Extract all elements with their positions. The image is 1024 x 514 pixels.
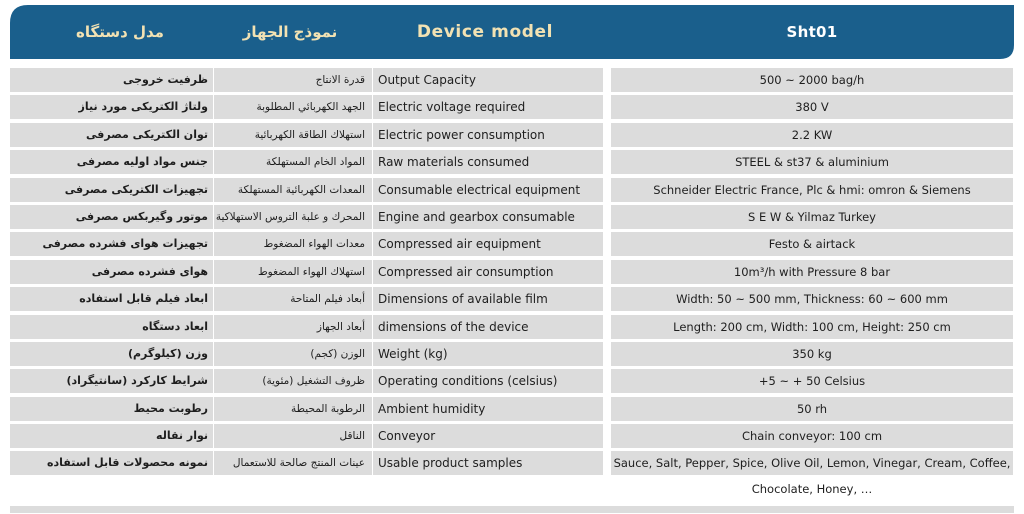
row-english-label: Weight (kg) (378, 346, 448, 361)
column-divider (213, 369, 214, 393)
column-divider (213, 68, 214, 92)
table-row (10, 287, 1014, 314)
row-value: Festo & airtack (768, 237, 856, 252)
row-value: 10m³/h with Pressure 8 bar (733, 264, 891, 279)
table-row (10, 178, 1014, 205)
row-label-panel (10, 123, 603, 147)
row-value: +5 ~ + 50 Celsius (758, 374, 866, 389)
row-label-panel (10, 342, 603, 366)
table-row (10, 424, 1014, 451)
row-persian-label: ظرفیت خروجی (122, 73, 208, 86)
row-value-panel (611, 342, 1013, 366)
row-arabic-label: استهلاك الهواء المضغوط (257, 265, 365, 278)
column-divider (372, 315, 373, 339)
row-persian-label: موتور وگیربکس مصرفی (75, 209, 208, 223)
row-label-panel (10, 205, 603, 229)
row-arabic-label: أبعاد فيلم المتاحة (290, 293, 365, 306)
row-value: Chain conveyor: 100 cm (741, 429, 883, 444)
header-english-label: Device model (416, 22, 554, 42)
column-divider (213, 205, 214, 229)
row-persian-label: ولتاژ الکتریکی مورد نیاز (78, 100, 208, 114)
row-value: Width: 50 ~ 500 mm, Thickness: 60 ~ 600 mm (676, 292, 948, 307)
row-value-panel (611, 232, 1013, 256)
column-divider (213, 342, 214, 366)
row-value-panel (611, 123, 1013, 147)
header-arabic-label: نموذج الجهاز (242, 23, 338, 41)
column-divider (372, 260, 373, 284)
row-label-panel (10, 232, 603, 256)
row-persian-label: جنس مواد اولیه مصرفی (76, 155, 208, 169)
column-divider (372, 205, 373, 229)
row-value-panel (611, 68, 1013, 92)
row-persian-label: تجهیزات الکتریکی مصرفی (64, 182, 208, 196)
table-row (10, 123, 1014, 150)
table-row (10, 342, 1014, 369)
row-value: 500 ~ 2000 bag/h (759, 73, 865, 87)
column-divider (372, 451, 373, 475)
row-label-panel (10, 178, 603, 202)
table-row (10, 260, 1014, 287)
column-divider (213, 451, 214, 475)
row-label-panel (10, 451, 603, 475)
table-row (10, 205, 1014, 232)
row-persian-label: شرایط کارکرد (سانتیگراد) (66, 374, 208, 388)
row-arabic-label: الجهد الكهربائي المطلوبة (256, 101, 365, 114)
column-divider (213, 424, 214, 448)
row-value: 50 rh (796, 401, 828, 416)
row-persian-label: تجهیزات هوای فشرده مصرفی (42, 237, 208, 251)
row-arabic-label: أبعاد الجهاز (316, 320, 365, 333)
column-divider (372, 369, 373, 393)
table-row (10, 451, 1014, 503)
table-row (10, 150, 1014, 177)
column-divider (213, 315, 214, 339)
row-value-panel (611, 260, 1013, 284)
row-value-panel (611, 451, 1013, 475)
row-label-panel (10, 260, 603, 284)
row-value-panel (611, 397, 1013, 421)
row-english-label: Output Capacity (378, 73, 476, 87)
column-divider (372, 95, 373, 119)
row-english-label: dimensions of the device (378, 319, 529, 334)
row-label-panel (10, 95, 603, 119)
row-label-panel (10, 424, 603, 448)
row-arabic-label: الوزن (كجم) (310, 347, 365, 360)
row-english-label: Compressed air consumption (378, 264, 554, 279)
header-persian-label: مدل دستگاه (76, 23, 164, 41)
row-value: Length: 200 cm, Width: 100 cm, Height: 250 cm (673, 319, 951, 334)
table-row (10, 232, 1014, 259)
row-arabic-label: المحرك و علبة التروس الاستهلاكية (215, 210, 365, 223)
row-persian-label: ابعاد فیلم قابل استفاده (79, 292, 208, 306)
row-value: Schneider Electric France, Plc & hmi: omron & Siemens (653, 182, 971, 197)
row-value-panel (611, 369, 1013, 393)
row-english-label: Operating conditions (celsius) (378, 374, 558, 389)
row-value-continuation: Chocolate, Honey, … (751, 482, 873, 497)
column-divider (213, 178, 214, 202)
table-row (10, 315, 1014, 342)
row-arabic-label: عينات المنتج صالحة للاستعمال (232, 457, 365, 470)
row-label-panel (10, 68, 603, 92)
column-divider (213, 150, 214, 174)
row-label-panel (10, 150, 603, 174)
table-row (10, 397, 1014, 424)
row-label-panel (10, 369, 603, 393)
column-divider (372, 287, 373, 311)
row-arabic-label: المواد الخام المستهلكة (266, 156, 365, 169)
column-divider (372, 123, 373, 147)
table-row (10, 68, 1014, 95)
row-persian-label: هوای فشرده مصرفی (91, 264, 208, 278)
row-label-panel (10, 397, 603, 421)
row-arabic-label: ظروف التشغيل (مئوية) (262, 375, 365, 388)
row-value-panel (611, 205, 1013, 229)
column-divider (213, 397, 214, 421)
row-value-panel (611, 178, 1013, 202)
row-english-label: Dimensions of available film (378, 292, 548, 307)
column-divider (213, 123, 214, 147)
row-value-panel (611, 315, 1013, 339)
row-arabic-label: المعدات الكهربائية المستهلكة (237, 183, 365, 196)
row-value-panel (611, 150, 1013, 174)
row-value: S E W & Yilmaz Turkey (748, 209, 876, 224)
column-divider (372, 150, 373, 174)
row-english-label: Ambient humidity (378, 401, 486, 416)
column-divider (213, 260, 214, 284)
row-arabic-label: معدات الهواء المضغوط (263, 238, 365, 251)
row-arabic-label: الرطوبة المحيطة (291, 402, 365, 415)
column-divider (372, 68, 373, 92)
table-header (10, 5, 1014, 59)
spec-table (10, 68, 1014, 503)
column-divider (213, 287, 214, 311)
table-footer-bar (10, 506, 1014, 513)
row-arabic-label: قدرة الانتاج (315, 74, 365, 86)
column-divider (372, 232, 373, 256)
table-row (10, 369, 1014, 396)
row-english-label: Conveyor (378, 429, 436, 444)
row-value: 380 V (795, 100, 829, 115)
table-row (10, 95, 1014, 122)
column-divider (213, 95, 214, 119)
row-persian-label: وزن (کیلوگرم) (127, 346, 208, 360)
row-persian-label: ابعاد دستگاه (142, 319, 208, 333)
row-value: Sauce, Salt, Pepper, Spice, Olive Oil, Lemon, Vinegar, Cream, Coffee, (613, 456, 1011, 471)
row-english-label: Consumable electrical equipment (378, 182, 581, 197)
header-model-value: Sht01 (786, 23, 838, 41)
row-value: 350 kg (792, 346, 832, 361)
row-english-label: Engine and gearbox consumable (378, 209, 575, 224)
row-persian-label: توان الکتریکی مصرفی (86, 127, 208, 141)
row-value: 2.2 KW (791, 127, 833, 142)
row-arabic-label: الناقل (339, 430, 365, 443)
row-value-panel (611, 424, 1013, 448)
row-value-panel (611, 287, 1013, 311)
row-english-label: Raw materials consumed (378, 155, 530, 170)
row-value-panel (611, 95, 1013, 119)
column-divider (372, 342, 373, 366)
column-divider (372, 397, 373, 421)
row-english-label: Usable product samples (378, 456, 523, 471)
row-english-label: Electric voltage required (378, 100, 526, 115)
row-value: STEEL & st37 & aluminium (735, 155, 889, 170)
row-english-label: Compressed air equipment (378, 237, 541, 252)
row-label-panel (10, 287, 603, 311)
row-persian-label: نمونه محصولات قابل استفاده (47, 456, 208, 470)
column-divider (372, 424, 373, 448)
row-label-panel (10, 315, 603, 339)
column-divider (372, 178, 373, 202)
column-divider (213, 232, 214, 256)
row-arabic-label: استهلاك الطاقة الكهربائية (254, 128, 365, 141)
row-persian-label: رطوبت محیط (133, 401, 208, 415)
row-english-label: Electric power consumption (378, 127, 545, 142)
row-persian-label: نوار نقاله (156, 429, 208, 443)
